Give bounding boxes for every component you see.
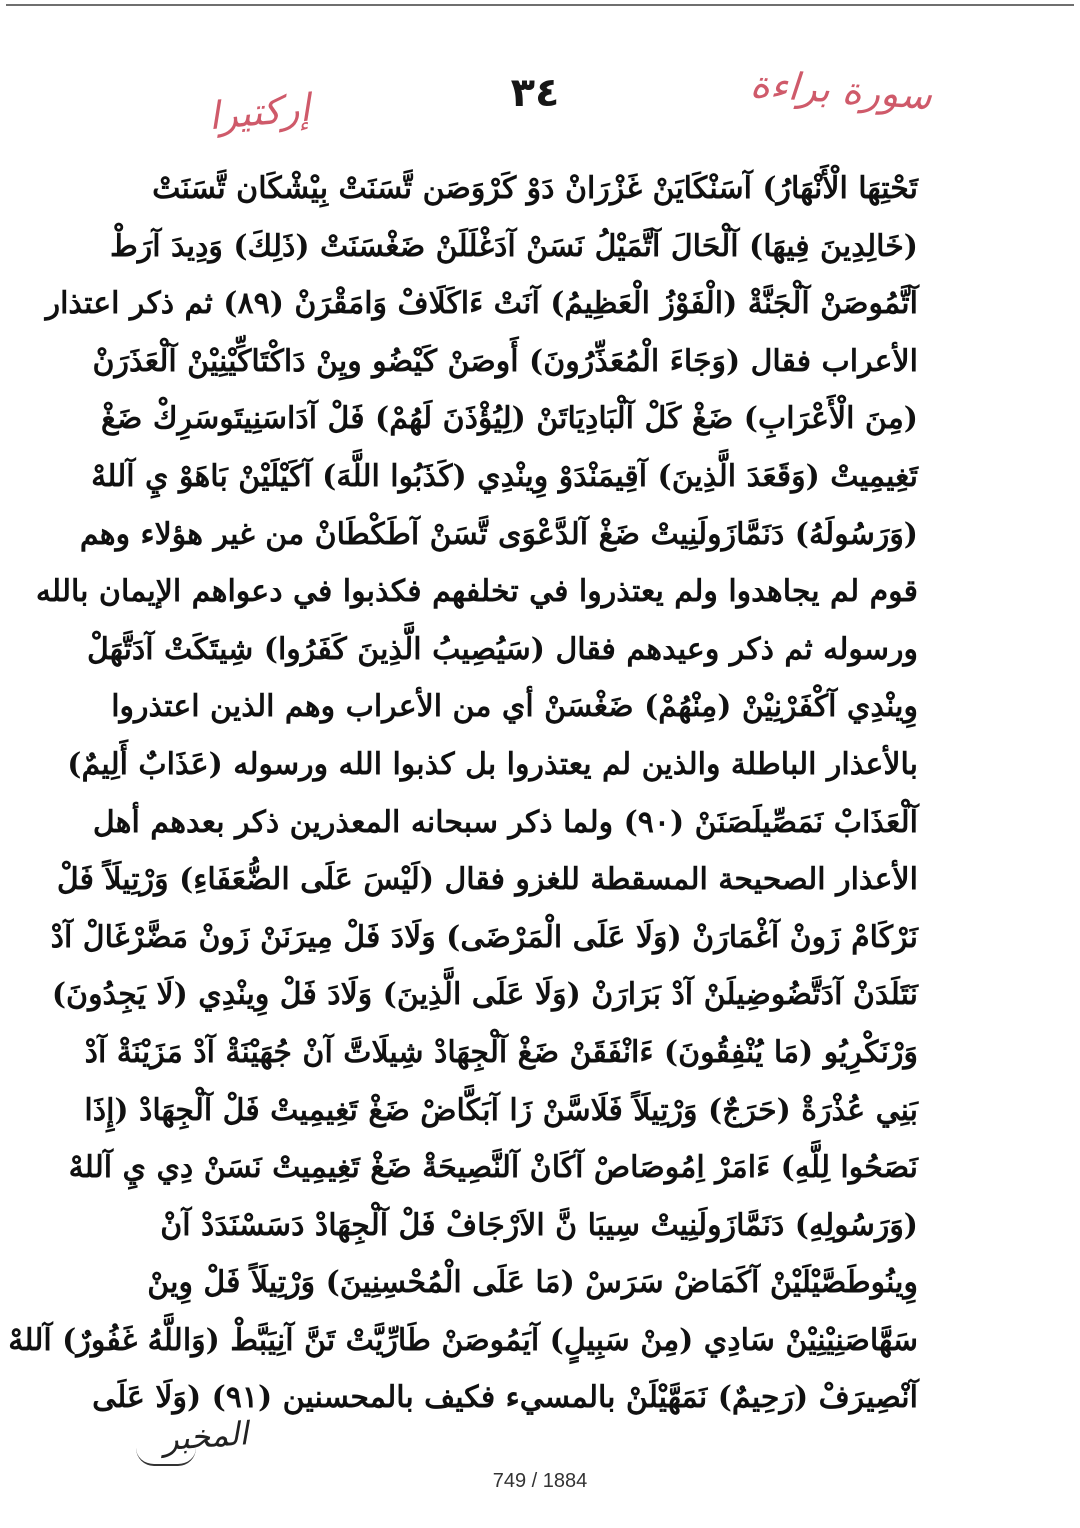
text-line-20: وِينُوطَصَّيْلَيْنْ آكَمَاضْ سَرَسْ (مَا عَلَى الْمُحْسِنِينَ) وَرْتِيلَاً فَلْ وِينْ (147, 1265, 918, 1301)
page-counter: 749 / 1884 (492, 1470, 588, 1492)
footer-handwritten-note: المخبر (161, 1414, 250, 1459)
text-line-12: آلْعَذَابْ نَمَصِّيلَصَنَنْ (٩٠) ولما ذكر سبحانه المعذرين ذكر بعدهم أهل (92, 804, 918, 840)
body-text (8, 160, 918, 1427)
text-line-9: ورسوله ثم ذكر وعيدهم فقال (سَيُصِيبُ الَّذِينَ كَفَرُوا) شِيتَكَتْ آدَتَّهَلْ (87, 631, 918, 667)
surah-name-note: سورة براءة (749, 61, 934, 119)
text-line-21: سَهَّاصَنِيْنِيْنْ سَادِي (مِنْ سَبِيلٍ) آيَمُوصَنْ طَارِّيَّتْ تَنَّ آنِيَبَّطْ (وَاللَّهُ غَفُورٌ) آللهْ (8, 1322, 918, 1358)
text-line-15: نَتَلَدَنْ آدَتَّضُوضِيلَنْ آدْ بَرَارَنْ (وَلَا عَلَى الَّذِينَ) وَلَادَ فَلْ وِينْدِي (لَا يَجِدُونَ) (51, 977, 918, 1013)
top-edge-rule (6, 4, 1074, 6)
text-line-10: وِينْدِي آكْفَرْنِيْنْ (مِنْهُمْ) ضَغْسَنْ أي من الأعراب وهم الذين اعتذروا (111, 689, 918, 725)
text-line-14: نَرْكَامْ زَونْ آغْمَارَنْ (وَلَا عَلَى الْمَرْضَى) وَلَادَ فَلْ مِيرَنَنْ زَونْ مَضَّرْغَالْ آدْ (50, 919, 918, 955)
text-line-7: (وَرَسُولَهُ) دَنَمَّازَولَنِيتْ ضَغْ آلدَّعْوَى تَّسَنْ آطَكْطَانْ من غير هؤلاء وهم (79, 516, 918, 552)
text-line-2: (خَالِدِينَ فِيهَا) آلْحَالَ آتَّمَيْلُ نَسَنْ آدَغْلَلَنْ ضَغْسَنَتْ (ذَلِكَ) وَدِيدَ آرَطْ (109, 228, 918, 264)
text-line-16: وَرْنَكْرِيُو (مَا يُنْفِقُونَ) ءَانْفَقَنْ ضَغْ آلْجِهَادْ شِيلَاتَّ آنْ جُهَيْنَةْ آدْ مَزَيْنَةْ آدْ (84, 1034, 918, 1070)
text-line-4: الأعراب فقال (وَجَاءَ الْمُعَذِّرُونَ) أَوصَنْ كَيْضُو ويِنْ دَاكْتَاكِّيْنِيْنْ آلْعَذَرَنْ (92, 343, 918, 379)
text-line-6: تَغِيمِيتْ (وَقَعَدَ الَّذِينَ) آقِيمَنْدَوْ وِينْدِي (كَذَبُوا اللَّهَ) آكَيْلَيْنْ بَاهَوْ يِ آللهْ (91, 458, 918, 494)
text-line-1: تَحْتِهَا الْأَنْهَارُ) آسَنْكَايَنْ غَزْرَانْ دَوْ كَرْوَصَن تَّسَنَتْ بِيْشْكَان تَّسَنَتْ (152, 171, 918, 206)
text-line-17: بَنِي عُذْرَةْ (حَرَجٌ) وَرْتِيلَاً فَلَاسَّنْ زَا آبَكَّاضْ ضَغْ تَغِيمِيتْ فَلْ آلْجِهَادْ (إِذَا (84, 1092, 918, 1128)
text-line-5: (مِنَ الْأَعْرَابِ) ضَغْ كَلْ آلْبَادِيَاتَنْ (لِيُؤْذَنَ لَهُمْ) فَلْ آدَاسَنِيتَوسَرِكْ ضَغْ (100, 401, 918, 437)
text-line-13: الأعذار الصحيحة المسقطة للغزو فقال (لَيْسَ عَلَى الضُّعَفَاءِ) وَرْتِيلَاً فَلْ (56, 862, 918, 898)
text-line-3: آتَّمُوصَنْ آلْجَنَّةْ (الْفَوْزُ الْعَظِيمُ) آنَتْ ءَاكَلَافْ وَامَقْرَنْ (٨٩) ثم ذكر اعتذار (45, 286, 918, 322)
page-number: ٣٤ (510, 70, 560, 116)
text-line-22: آنْصِيرَفْ (رَحِيمٌ) نَمَهَّيْلَنْ بالمسيء فكيف بالمحسنين (٩١) (وَلَا عَلَى (92, 1380, 918, 1416)
handwritten-margin-note: إركتيرا (206, 85, 312, 139)
text-line-11: بالأعذار الباطلة والذين لم يعتذروا بل كذبوا الله ورسوله (عَذَابٌ أَلِيمٌ) (67, 746, 918, 782)
text-line-19: (وَرَسُولِهِ) دَنَمَّازَولَنِيتْ سِيبَا نَّ الاَرْجَافْ فَلْ آلْجِهَادْ دَسَسْنَدَدْ آنْ (160, 1207, 918, 1243)
footer-signature-swash (136, 1448, 196, 1466)
text-line-18: نَصَحُوا لِلَّهِ) ءَامَرْ اِمُوصَاصْ آكَانْ آلنَّصِيحَةْ ضَغْ تَغِيمِيتْ نَسَنْ دِي يِ آللهْ (68, 1150, 918, 1186)
text-line-8: قوم لم يجاهدوا ولم يعتذروا في تخلفهم فكذبوا في دعواهم الإيمان بالله (35, 574, 918, 610)
